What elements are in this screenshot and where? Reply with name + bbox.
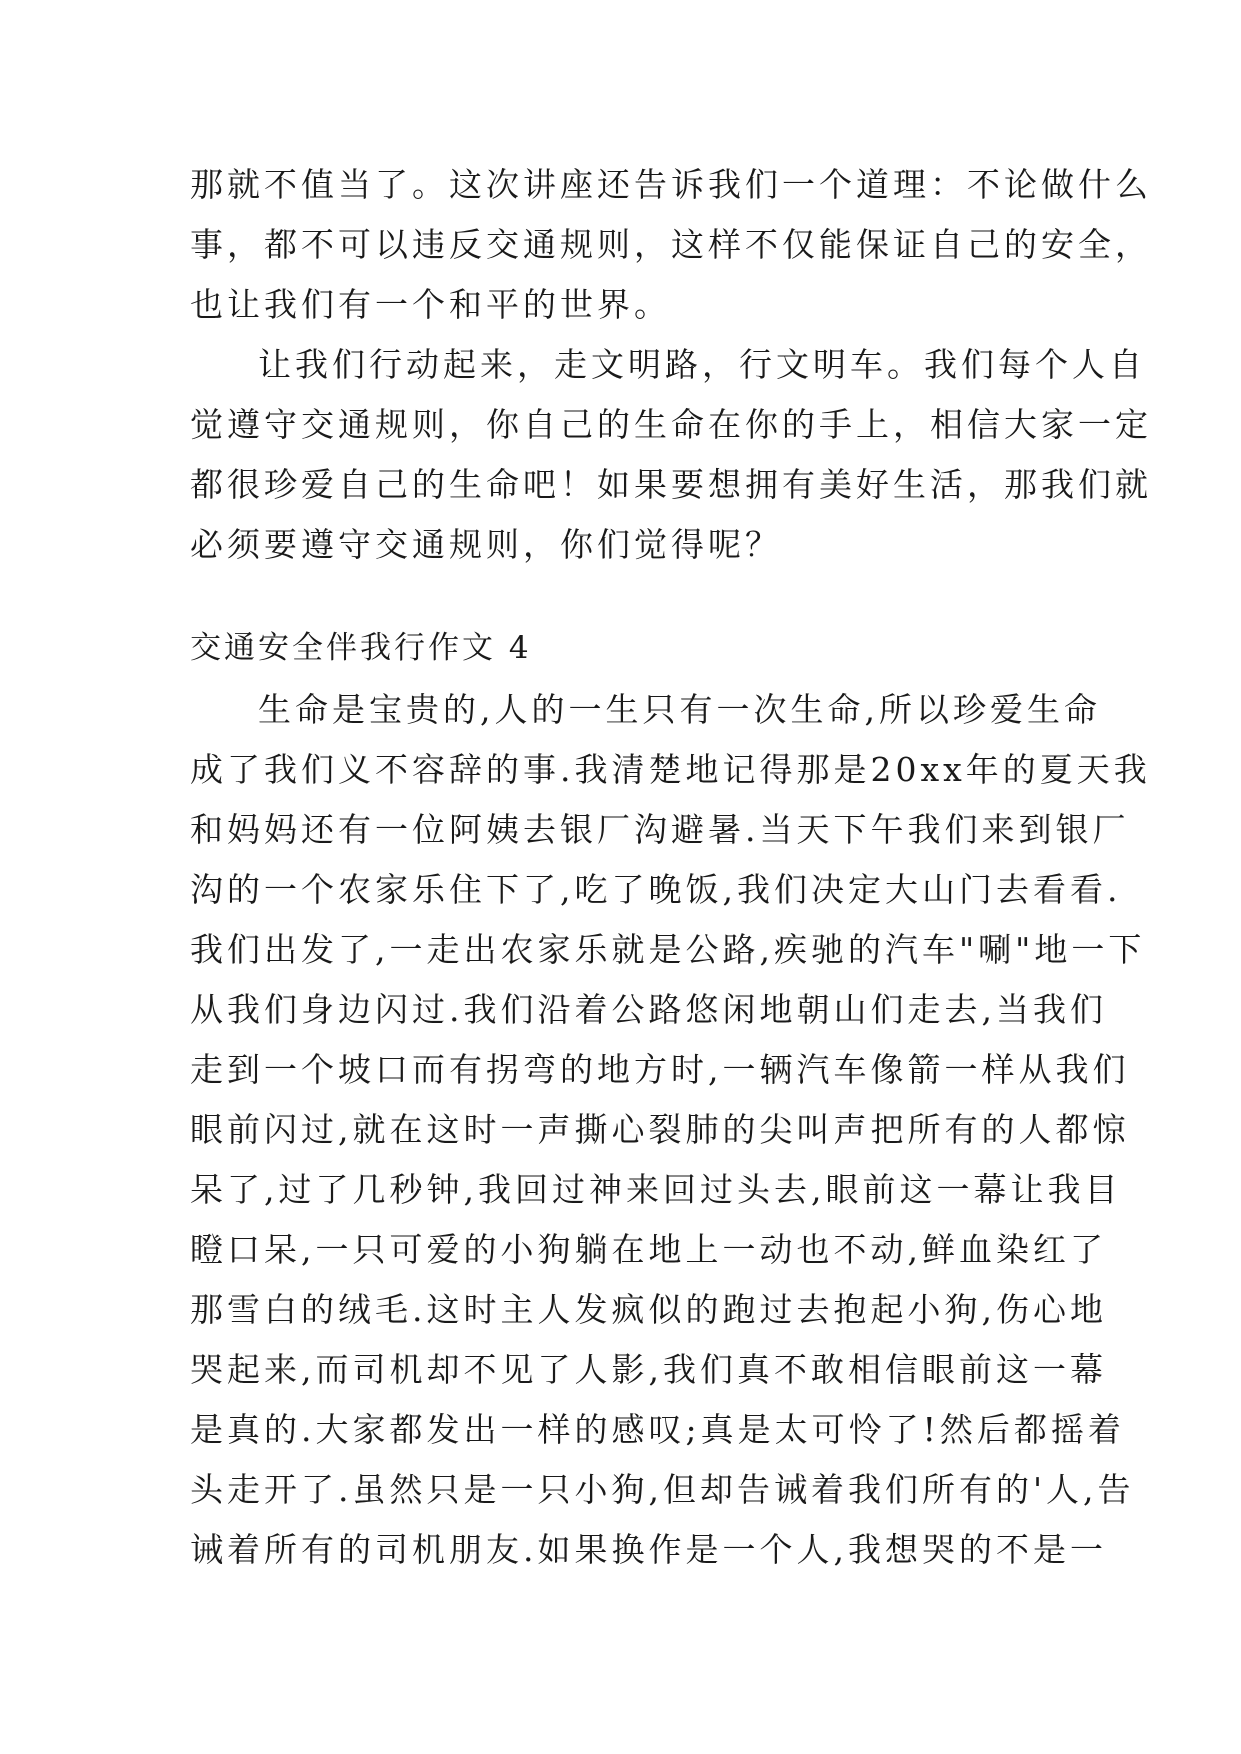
paragraph-line: 走到一个坡口而有拐弯的地方时,一辆汽车像箭一样从我们 bbox=[190, 1050, 1130, 1089]
paragraph-line: 诫着所有的司机朋友.如果换作是一个人,我想哭的不是一 bbox=[190, 1530, 1107, 1569]
paragraph-line: 和妈妈还有一位阿姨去银厂沟避暑.当天下午我们来到银厂 bbox=[190, 810, 1130, 849]
paragraph-line: 瞪口呆,一只可爱的小狗躺在地上一动也不动,鲜血染红了 bbox=[190, 1230, 1107, 1269]
paragraph-line: 是真的.大家都发出一样的感叹;真是太可怜了!然后都摇着 bbox=[190, 1410, 1125, 1449]
paragraph-line: 成了我们义不容辞的事.我清楚地记得那是20xx年的夏天我 bbox=[190, 750, 1151, 789]
paragraph-line: 生命是宝贵的,人的一生只有一次生命,所以珍爱生命 bbox=[258, 690, 1101, 729]
paragraph-line: 觉遵守交通规则，你自己的生命在你的手上，相信大家一定 bbox=[190, 405, 1152, 444]
paragraph-line: 事，都不可以违反交通规则，这样不仅能保证自己的安全， bbox=[190, 225, 1152, 264]
paragraph-line: 那就不值当了。这次讲座还告诉我们一个道理：不论做什么 bbox=[190, 165, 1152, 204]
essay-heading: 交通安全伴我行作文 4 bbox=[190, 630, 532, 666]
paragraph-line: 沟的一个农家乐住下了,吃了晚饭,我们决定大山门去看看. bbox=[190, 870, 1122, 909]
paragraph-line: 必须要遵守交通规则，你们觉得呢？ bbox=[190, 525, 782, 564]
paragraph-line: 头走开了.虽然只是一只小狗,但却告诫着我们所有的'人,告 bbox=[190, 1470, 1135, 1509]
paragraph-line: 都很珍爱自己的生命吧！如果要想拥有美好生活，那我们就 bbox=[190, 465, 1152, 504]
paragraph-line: 那雪白的绒毛.这时主人发疯似的跑过去抱起小狗,伤心地 bbox=[190, 1290, 1107, 1329]
paragraph-line: 呆了,过了几秒钟,我回过神来回过头去,眼前这一幕让我目 bbox=[190, 1170, 1122, 1209]
paragraph-line: 哭起来,而司机却不见了人影,我们真不敢相信眼前这一幕 bbox=[190, 1350, 1107, 1389]
paragraph-line: 也让我们有一个和平的世界。 bbox=[190, 285, 671, 324]
paragraph-line: 眼前闪过,就在这时一声撕心裂肺的尖叫声把所有的人都惊 bbox=[190, 1110, 1130, 1149]
paragraph-line: 从我们身边闪过.我们沿着公路悠闲地朝山们走去,当我们 bbox=[190, 990, 1107, 1029]
paragraph-line: 我们出发了,一走出农家乐就是公路,疾驰的汽车"唰"地一下 bbox=[190, 930, 1146, 969]
paragraph-line: 让我们行动起来，走文明路，行文明车。我们每个人自 bbox=[258, 345, 1146, 384]
